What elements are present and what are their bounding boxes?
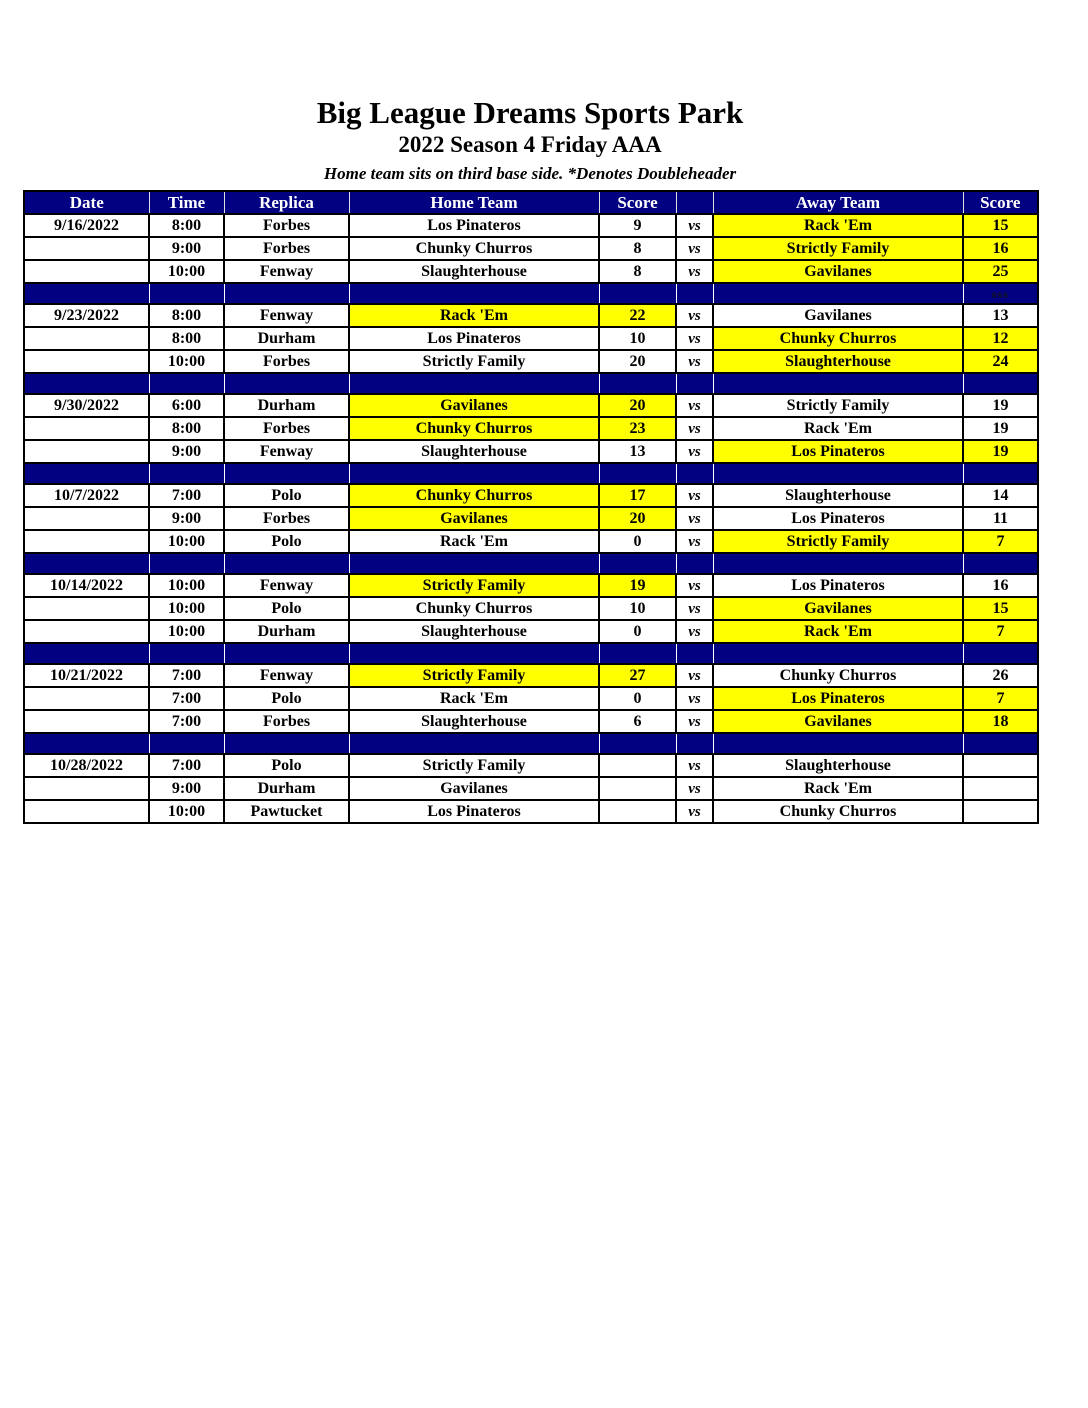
game-row bbox=[24, 687, 1038, 710]
replica-cell: Fenway bbox=[224, 574, 349, 597]
away-score-cell: 19 bbox=[963, 440, 1038, 463]
separator-cell bbox=[963, 733, 1038, 754]
separator-cell bbox=[599, 553, 676, 574]
home-team-cell: Strictly Family bbox=[349, 350, 599, 373]
home-score-cell: 13 bbox=[599, 440, 676, 463]
vs-cell: vs bbox=[676, 417, 713, 440]
away-team-cell: Gavilanes bbox=[713, 304, 963, 327]
header-row bbox=[24, 191, 1038, 214]
home-score-cell: 20 bbox=[599, 350, 676, 373]
page-subtitle: 2022 Season 4 Friday AAA bbox=[398, 132, 662, 157]
time-cell: 10:00 bbox=[149, 620, 224, 643]
separator-cell bbox=[24, 283, 149, 304]
game-row bbox=[24, 304, 1038, 327]
time-cell: 10:00 bbox=[149, 530, 224, 553]
separator-cell bbox=[24, 463, 149, 484]
home-team-cell: Slaughterhouse bbox=[349, 260, 599, 283]
separator-cell bbox=[676, 463, 713, 484]
away-score-cell: 16 bbox=[963, 237, 1038, 260]
separator-cell bbox=[676, 733, 713, 754]
separator-cell bbox=[713, 733, 963, 754]
away-team-cell: Gavilanes bbox=[713, 710, 963, 733]
home-team-cell: Gavilanes bbox=[349, 777, 599, 800]
game-row bbox=[24, 417, 1038, 440]
replica-cell: Forbes bbox=[224, 710, 349, 733]
separator-cell bbox=[713, 553, 963, 574]
home-team-cell: Chunky Churros bbox=[349, 597, 599, 620]
away-score-cell: 26 bbox=[963, 664, 1038, 687]
schedule-table bbox=[23, 190, 1039, 824]
time-cell: 10:00 bbox=[149, 350, 224, 373]
home-team-cell: Strictly Family bbox=[349, 664, 599, 687]
home-score-cell: 0 bbox=[599, 530, 676, 553]
game-row bbox=[24, 484, 1038, 507]
away-score-cell: 25 bbox=[963, 260, 1038, 283]
separator-cell bbox=[149, 553, 224, 574]
separator-cell bbox=[599, 643, 676, 664]
separator-row bbox=[24, 463, 1038, 484]
away-score-cell: 24 bbox=[963, 350, 1038, 373]
header-away-score: Score bbox=[963, 191, 1038, 214]
away-score-cell bbox=[963, 777, 1038, 800]
date-cell: 10/7/2022 bbox=[24, 484, 149, 507]
game-row bbox=[24, 777, 1038, 800]
vs-cell: vs bbox=[676, 484, 713, 507]
away-score-cell: 18 bbox=[963, 710, 1038, 733]
date-cell bbox=[24, 800, 149, 823]
replica-cell: Forbes bbox=[224, 214, 349, 237]
time-cell: 10:00 bbox=[149, 597, 224, 620]
vs-cell: vs bbox=[676, 800, 713, 823]
away-team-cell: Strictly Family bbox=[713, 530, 963, 553]
game-row bbox=[24, 350, 1038, 373]
date-cell: 10/14/2022 bbox=[24, 574, 149, 597]
vs-cell: vs bbox=[676, 394, 713, 417]
time-cell: 8:00 bbox=[149, 214, 224, 237]
game-row bbox=[24, 800, 1038, 823]
date-cell bbox=[24, 417, 149, 440]
date-cell bbox=[24, 687, 149, 710]
replica-cell: Polo bbox=[224, 687, 349, 710]
date-cell: 9/16/2022 bbox=[24, 214, 149, 237]
separator-cell bbox=[599, 283, 676, 304]
header-home-score: Score bbox=[599, 191, 676, 214]
separator-cell bbox=[676, 373, 713, 394]
game-row bbox=[24, 440, 1038, 463]
time-cell: 8:00 bbox=[149, 304, 224, 327]
separator-row bbox=[24, 643, 1038, 664]
vs-cell: vs bbox=[676, 574, 713, 597]
replica-cell: Forbes bbox=[224, 507, 349, 530]
separator-cell bbox=[713, 463, 963, 484]
replica-cell: Fenway bbox=[224, 304, 349, 327]
home-team-cell: Los Pinateros bbox=[349, 214, 599, 237]
vs-cell: vs bbox=[676, 710, 713, 733]
separator-cell bbox=[149, 733, 224, 754]
header-replica: Replica bbox=[224, 191, 349, 214]
home-score-cell: 27 bbox=[599, 664, 676, 687]
away-score-cell bbox=[963, 754, 1038, 777]
separator-row bbox=[24, 373, 1038, 394]
date-cell bbox=[24, 620, 149, 643]
vs-cell: vs bbox=[676, 597, 713, 620]
home-team-cell: Gavilanes bbox=[349, 394, 599, 417]
vs-cell: vs bbox=[676, 214, 713, 237]
away-team-cell: Chunky Churros bbox=[713, 664, 963, 687]
separator-cell bbox=[963, 643, 1038, 664]
title-block bbox=[23, 0, 1037, 186]
separator-cell bbox=[676, 553, 713, 574]
game-row bbox=[24, 710, 1038, 733]
separator-cell bbox=[149, 643, 224, 664]
separator-cell bbox=[676, 283, 713, 304]
vs-cell: vs bbox=[676, 350, 713, 373]
home-team-cell: Slaughterhouse bbox=[349, 710, 599, 733]
schedule-table-body bbox=[24, 191, 1038, 823]
separator-note: sss bbox=[963, 283, 1038, 304]
replica-cell: Polo bbox=[224, 530, 349, 553]
away-score-cell: 16 bbox=[963, 574, 1038, 597]
replica-cell: Durham bbox=[224, 394, 349, 417]
away-team-cell: Slaughterhouse bbox=[713, 754, 963, 777]
separator-cell bbox=[349, 463, 599, 484]
separator-cell bbox=[349, 373, 599, 394]
vs-cell: vs bbox=[676, 440, 713, 463]
away-team-cell: Strictly Family bbox=[713, 237, 963, 260]
away-team-cell: Chunky Churros bbox=[713, 327, 963, 350]
time-cell: 7:00 bbox=[149, 484, 224, 507]
separator-cell bbox=[349, 553, 599, 574]
home-score-cell bbox=[599, 754, 676, 777]
home-score-cell: 22 bbox=[599, 304, 676, 327]
replica-cell: Polo bbox=[224, 484, 349, 507]
time-cell: 9:00 bbox=[149, 237, 224, 260]
separator-cell bbox=[224, 373, 349, 394]
time-cell: 7:00 bbox=[149, 754, 224, 777]
date-cell bbox=[24, 327, 149, 350]
replica-cell: Durham bbox=[224, 620, 349, 643]
separator-row bbox=[24, 283, 1038, 304]
away-team-cell: Strictly Family bbox=[713, 394, 963, 417]
separator-cell bbox=[224, 643, 349, 664]
separator-cell bbox=[224, 463, 349, 484]
separator-cell bbox=[149, 373, 224, 394]
header-home-team: Home Team bbox=[349, 191, 599, 214]
away-score-cell: 7 bbox=[963, 620, 1038, 643]
date-cell: 10/21/2022 bbox=[24, 664, 149, 687]
vs-cell: vs bbox=[676, 754, 713, 777]
date-cell bbox=[24, 530, 149, 553]
game-row bbox=[24, 530, 1038, 553]
home-score-cell: 0 bbox=[599, 620, 676, 643]
separator-cell bbox=[224, 283, 349, 304]
away-score-cell: 7 bbox=[963, 687, 1038, 710]
time-cell: 10:00 bbox=[149, 800, 224, 823]
header-date: Date bbox=[24, 191, 149, 214]
game-row bbox=[24, 574, 1038, 597]
vs-cell: vs bbox=[676, 777, 713, 800]
home-team-cell: Chunky Churros bbox=[349, 417, 599, 440]
away-score-cell: 15 bbox=[963, 597, 1038, 620]
home-score-cell: 10 bbox=[599, 597, 676, 620]
separator-cell bbox=[149, 283, 224, 304]
away-team-cell: Chunky Churros bbox=[713, 800, 963, 823]
vs-cell: vs bbox=[676, 327, 713, 350]
home-team-cell: Los Pinateros bbox=[349, 800, 599, 823]
separator-cell bbox=[349, 643, 599, 664]
vs-cell: vs bbox=[676, 507, 713, 530]
separator-cell bbox=[349, 283, 599, 304]
date-cell bbox=[24, 710, 149, 733]
replica-cell: Polo bbox=[224, 597, 349, 620]
vs-cell: vs bbox=[676, 620, 713, 643]
time-cell: 9:00 bbox=[149, 507, 224, 530]
date-cell: 9/23/2022 bbox=[24, 304, 149, 327]
time-cell: 7:00 bbox=[149, 710, 224, 733]
header-time: Time bbox=[149, 191, 224, 214]
away-score-cell: 13 bbox=[963, 304, 1038, 327]
replica-cell: Forbes bbox=[224, 417, 349, 440]
home-team-cell: Gavilanes bbox=[349, 507, 599, 530]
vs-cell: vs bbox=[676, 237, 713, 260]
date-cell bbox=[24, 507, 149, 530]
home-team-cell: Chunky Churros bbox=[349, 484, 599, 507]
vs-cell: vs bbox=[676, 530, 713, 553]
away-team-cell: Los Pinateros bbox=[713, 440, 963, 463]
date-cell bbox=[24, 350, 149, 373]
separator-cell bbox=[599, 373, 676, 394]
away-score-cell: 11 bbox=[963, 507, 1038, 530]
separator-cell bbox=[713, 283, 963, 304]
game-row bbox=[24, 664, 1038, 687]
separator-row bbox=[24, 733, 1038, 754]
away-score-cell: 12 bbox=[963, 327, 1038, 350]
separator-cell bbox=[149, 463, 224, 484]
home-team-cell: Strictly Family bbox=[349, 574, 599, 597]
away-team-cell: Los Pinateros bbox=[713, 687, 963, 710]
away-team-cell: Los Pinateros bbox=[713, 574, 963, 597]
separator-cell bbox=[224, 733, 349, 754]
home-team-cell: Slaughterhouse bbox=[349, 440, 599, 463]
home-team-cell: Rack 'Em bbox=[349, 530, 599, 553]
replica-cell: Fenway bbox=[224, 440, 349, 463]
home-team-cell: Rack 'Em bbox=[349, 687, 599, 710]
replica-cell: Polo bbox=[224, 754, 349, 777]
away-team-cell: Rack 'Em bbox=[713, 777, 963, 800]
header-vs bbox=[676, 191, 713, 214]
away-team-cell: Rack 'Em bbox=[713, 620, 963, 643]
home-team-cell: Los Pinateros bbox=[349, 327, 599, 350]
time-cell: 8:00 bbox=[149, 327, 224, 350]
away-team-cell: Slaughterhouse bbox=[713, 350, 963, 373]
home-team-cell: Chunky Churros bbox=[349, 237, 599, 260]
home-score-cell: 19 bbox=[599, 574, 676, 597]
separator-cell bbox=[599, 463, 676, 484]
away-score-cell bbox=[963, 800, 1038, 823]
home-score-cell: 9 bbox=[599, 214, 676, 237]
away-score-cell: 19 bbox=[963, 417, 1038, 440]
date-cell bbox=[24, 260, 149, 283]
separator-cell bbox=[24, 733, 149, 754]
home-team-cell: Slaughterhouse bbox=[349, 620, 599, 643]
replica-cell: Durham bbox=[224, 777, 349, 800]
away-team-cell: Slaughterhouse bbox=[713, 484, 963, 507]
date-cell bbox=[24, 237, 149, 260]
separator-cell bbox=[963, 373, 1038, 394]
replica-cell: Forbes bbox=[224, 237, 349, 260]
home-score-cell: 17 bbox=[599, 484, 676, 507]
home-score-cell: 20 bbox=[599, 394, 676, 417]
time-cell: 9:00 bbox=[149, 440, 224, 463]
time-cell: 9:00 bbox=[149, 777, 224, 800]
away-score-cell: 15 bbox=[963, 214, 1038, 237]
away-team-cell: Rack 'Em bbox=[713, 417, 963, 440]
away-score-cell: 19 bbox=[963, 394, 1038, 417]
separator-cell bbox=[713, 643, 963, 664]
vs-cell: vs bbox=[676, 304, 713, 327]
separator-cell bbox=[349, 733, 599, 754]
time-cell: 10:00 bbox=[149, 260, 224, 283]
game-row bbox=[24, 507, 1038, 530]
away-team-cell: Los Pinateros bbox=[713, 507, 963, 530]
game-row bbox=[24, 237, 1038, 260]
vs-cell: vs bbox=[676, 260, 713, 283]
time-cell: 7:00 bbox=[149, 664, 224, 687]
separator-cell bbox=[676, 643, 713, 664]
home-score-cell bbox=[599, 777, 676, 800]
date-cell bbox=[24, 440, 149, 463]
separator-cell bbox=[963, 463, 1038, 484]
time-cell: 10:00 bbox=[149, 574, 224, 597]
separator-cell bbox=[24, 373, 149, 394]
replica-cell: Durham bbox=[224, 327, 349, 350]
game-row bbox=[24, 597, 1038, 620]
date-cell: 9/30/2022 bbox=[24, 394, 149, 417]
game-row bbox=[24, 260, 1038, 283]
home-score-cell: 0 bbox=[599, 687, 676, 710]
time-cell: 7:00 bbox=[149, 687, 224, 710]
date-cell bbox=[24, 597, 149, 620]
home-score-cell: 23 bbox=[599, 417, 676, 440]
home-score-cell: 20 bbox=[599, 507, 676, 530]
vs-cell: vs bbox=[676, 687, 713, 710]
home-team-cell: Strictly Family bbox=[349, 754, 599, 777]
home-score-cell: 8 bbox=[599, 237, 676, 260]
home-team-cell: Rack 'Em bbox=[349, 304, 599, 327]
home-team-note: Home team sits on third base side. *Denotes Doubleheader bbox=[323, 164, 737, 183]
replica-cell: Forbes bbox=[224, 350, 349, 373]
home-score-cell: 6 bbox=[599, 710, 676, 733]
separator-cell bbox=[24, 643, 149, 664]
home-score-cell: 10 bbox=[599, 327, 676, 350]
away-team-cell: Gavilanes bbox=[713, 597, 963, 620]
game-row bbox=[24, 327, 1038, 350]
time-cell: 8:00 bbox=[149, 417, 224, 440]
game-row bbox=[24, 754, 1038, 777]
replica-cell: Fenway bbox=[224, 260, 349, 283]
game-row bbox=[24, 394, 1038, 417]
replica-cell: Fenway bbox=[224, 664, 349, 687]
separator-row bbox=[24, 553, 1038, 574]
page-title: Big League Dreams Sports Park bbox=[316, 95, 744, 130]
away-score-cell: 7 bbox=[963, 530, 1038, 553]
game-row bbox=[24, 214, 1038, 237]
separator-cell bbox=[24, 553, 149, 574]
away-team-cell: Gavilanes bbox=[713, 260, 963, 283]
separator-cell bbox=[599, 733, 676, 754]
home-score-cell: 8 bbox=[599, 260, 676, 283]
replica-cell: Pawtucket bbox=[224, 800, 349, 823]
game-row bbox=[24, 620, 1038, 643]
away-score-cell: 14 bbox=[963, 484, 1038, 507]
date-cell: 10/28/2022 bbox=[24, 754, 149, 777]
separator-cell bbox=[713, 373, 963, 394]
separator-cell bbox=[963, 553, 1038, 574]
date-cell bbox=[24, 777, 149, 800]
header-away-team: Away Team bbox=[713, 191, 963, 214]
home-score-cell bbox=[599, 800, 676, 823]
separator-cell bbox=[224, 553, 349, 574]
time-cell: 6:00 bbox=[149, 394, 224, 417]
vs-cell: vs bbox=[676, 664, 713, 687]
away-team-cell: Rack 'Em bbox=[713, 214, 963, 237]
